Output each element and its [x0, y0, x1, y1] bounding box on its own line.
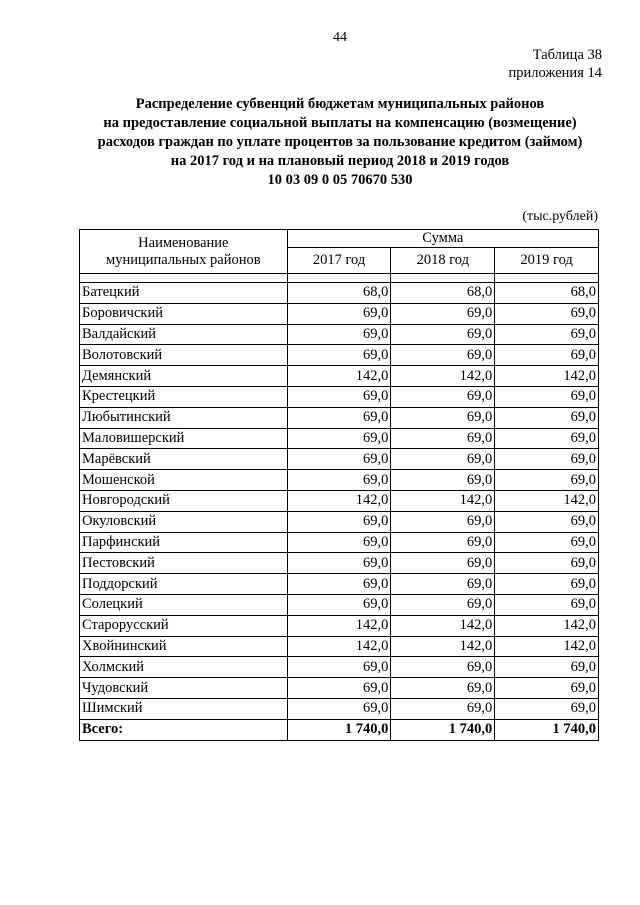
- district-name: Окуловский: [80, 511, 288, 532]
- amount-2019: 69,0: [495, 532, 599, 553]
- amount-2018: 69,0: [391, 574, 495, 595]
- table-row: [80, 428, 599, 449]
- amount-2018: 142,0: [391, 636, 495, 657]
- amount-2018: 69,0: [391, 324, 495, 345]
- amount-2019: 142,0: [495, 615, 599, 636]
- table-body: [80, 274, 599, 741]
- table-row: [80, 345, 599, 366]
- budget-classification-code: 10 03 09 0 05 70670 530: [267, 172, 413, 188]
- district-name: Солецкий: [80, 594, 288, 615]
- table-reference: [509, 46, 602, 82]
- table-row: [80, 532, 599, 553]
- table-row: [80, 511, 599, 532]
- header-year-2019: 2019 год: [495, 248, 599, 274]
- amount-2019: 69,0: [495, 698, 599, 719]
- table-row: [80, 470, 599, 491]
- district-name: Валдайский: [80, 324, 288, 345]
- amount-2017: 69,0: [287, 449, 391, 470]
- amount-2018: 69,0: [391, 345, 495, 366]
- title-line: на 2017 год и на плановый период 2018 и 2019 годов: [170, 153, 510, 169]
- total-label: Всего:: [80, 719, 288, 740]
- amount-2019: 68,0: [495, 283, 599, 304]
- header-district-name: [80, 230, 288, 274]
- table-row: [80, 324, 599, 345]
- district-name: Мошенской: [80, 470, 288, 491]
- title-line: на предоставление социальной выплаты на компенсацию (возмещение): [103, 115, 577, 131]
- amount-2017: 69,0: [287, 698, 391, 719]
- amount-2018: 69,0: [391, 532, 495, 553]
- header-name-line: муниципальных районов: [106, 251, 261, 268]
- table-row: [80, 449, 599, 470]
- amount-2017: 69,0: [287, 324, 391, 345]
- amount-2017: 69,0: [287, 407, 391, 428]
- amount-2018: 69,0: [391, 594, 495, 615]
- total-2018: 1 740,0: [391, 719, 495, 740]
- amount-2017: 69,0: [287, 511, 391, 532]
- amount-2019: 142,0: [495, 366, 599, 387]
- table-row: [80, 678, 599, 699]
- page-number: 44: [333, 30, 347, 45]
- amount-2019: 69,0: [495, 407, 599, 428]
- title-line: Распределение субвенций бюджетам муниципальных районов: [135, 96, 545, 112]
- amount-2017: 69,0: [287, 345, 391, 366]
- amount-2017: 69,0: [287, 386, 391, 407]
- table-row: [80, 698, 599, 719]
- amount-2018: 69,0: [391, 657, 495, 678]
- amount-2017: 69,0: [287, 553, 391, 574]
- district-name: Волотовский: [80, 345, 288, 366]
- amount-2019: 69,0: [495, 553, 599, 574]
- amount-2017: 142,0: [287, 615, 391, 636]
- amount-2018: 68,0: [391, 283, 495, 304]
- amount-2018: 69,0: [391, 386, 495, 407]
- amount-2018: 69,0: [391, 428, 495, 449]
- amount-2017: 142,0: [287, 366, 391, 387]
- amount-2017: 142,0: [287, 636, 391, 657]
- district-name: Холмский: [80, 657, 288, 678]
- amount-2017: 142,0: [287, 490, 391, 511]
- amount-2018: 69,0: [391, 698, 495, 719]
- header-sum: Сумма: [287, 230, 598, 248]
- amount-2018: 142,0: [391, 615, 495, 636]
- table-row: [80, 636, 599, 657]
- amount-2019: 69,0: [495, 511, 599, 532]
- district-name: Боровичский: [80, 303, 288, 324]
- district-name: Пестовский: [80, 553, 288, 574]
- district-name: Батецкий: [80, 283, 288, 304]
- amount-2019: 142,0: [495, 636, 599, 657]
- amount-2019: 142,0: [495, 490, 599, 511]
- table-header: [80, 230, 599, 274]
- amount-2018: 69,0: [391, 678, 495, 699]
- amount-2019: 69,0: [495, 449, 599, 470]
- amount-2017: 68,0: [287, 283, 391, 304]
- amount-2018: 142,0: [391, 490, 495, 511]
- amount-2019: 69,0: [495, 428, 599, 449]
- amount-2018: 69,0: [391, 303, 495, 324]
- title-line: расходов граждан по уплате процентов за пользование кредитом (займом): [97, 134, 583, 150]
- table-row: [80, 490, 599, 511]
- district-name: Шимский: [80, 698, 288, 719]
- district-name: Любытинский: [80, 407, 288, 428]
- header-year-2018: 2018 год: [391, 248, 495, 274]
- amount-2018: 69,0: [391, 470, 495, 491]
- amount-2017: 69,0: [287, 657, 391, 678]
- table-row: [80, 574, 599, 595]
- header-name-line: Наименование: [138, 234, 229, 251]
- table-row: [80, 283, 599, 304]
- appendix-number: приложения 14: [508, 65, 602, 81]
- district-name: Хвойнинский: [80, 636, 288, 657]
- amount-2018: 69,0: [391, 511, 495, 532]
- amount-2017: 69,0: [287, 574, 391, 595]
- amount-2019: 69,0: [495, 657, 599, 678]
- header-year-2017: 2017 год: [287, 248, 391, 274]
- table-number: Таблица 38: [532, 47, 602, 63]
- table-row: [80, 386, 599, 407]
- table-row: [80, 657, 599, 678]
- district-name: Марёвский: [80, 449, 288, 470]
- amount-2017: 69,0: [287, 532, 391, 553]
- amount-2019: 69,0: [495, 345, 599, 366]
- district-name: Чудовский: [80, 678, 288, 699]
- district-name: Маловишерский: [80, 428, 288, 449]
- amount-2017: 69,0: [287, 470, 391, 491]
- district-name: Крестецкий: [80, 386, 288, 407]
- amount-2018: 142,0: [391, 366, 495, 387]
- amount-2018: 69,0: [391, 407, 495, 428]
- header-spacer: [80, 274, 599, 283]
- amount-2019: 69,0: [495, 386, 599, 407]
- unit-label: (тыс.рублей): [522, 209, 598, 224]
- table-row: [80, 594, 599, 615]
- table-row: [80, 553, 599, 574]
- subvention-table: [79, 229, 599, 741]
- amount-2019: 69,0: [495, 470, 599, 491]
- total-row: [80, 719, 599, 740]
- amount-2017: 69,0: [287, 428, 391, 449]
- amount-2019: 69,0: [495, 303, 599, 324]
- table-row: [80, 366, 599, 387]
- district-name: Парфинский: [80, 532, 288, 553]
- amount-2017: 69,0: [287, 594, 391, 615]
- table-row: [80, 303, 599, 324]
- amount-2018: 69,0: [391, 553, 495, 574]
- district-name: Поддорский: [80, 574, 288, 595]
- total-2019: 1 740,0: [495, 719, 599, 740]
- document-title: [70, 95, 610, 171]
- amount-2017: 69,0: [287, 303, 391, 324]
- district-name: Старорусский: [80, 615, 288, 636]
- amount-2018: 69,0: [391, 449, 495, 470]
- amount-2019: 69,0: [495, 594, 599, 615]
- table-row: [80, 407, 599, 428]
- amount-2019: 69,0: [495, 678, 599, 699]
- table-row: [80, 615, 599, 636]
- district-name: Новгородский: [80, 490, 288, 511]
- amount-2019: 69,0: [495, 574, 599, 595]
- amount-2017: 69,0: [287, 678, 391, 699]
- amount-2019: 69,0: [495, 324, 599, 345]
- district-name: Демянский: [80, 366, 288, 387]
- total-2017: 1 740,0: [287, 719, 391, 740]
